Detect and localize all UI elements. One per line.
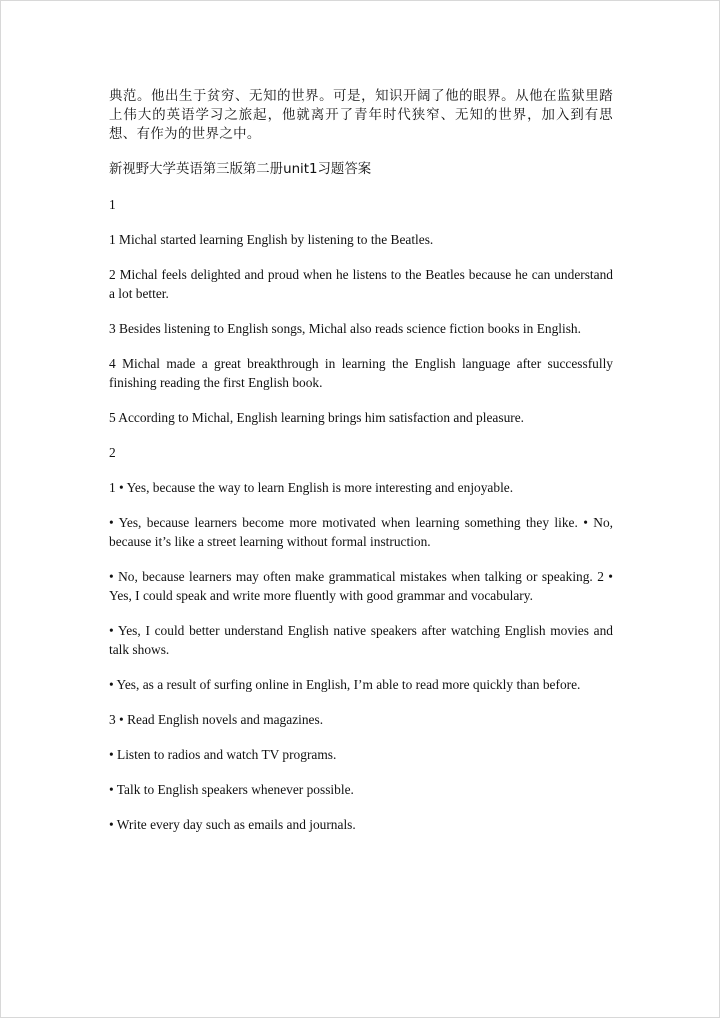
section-2-number: 2 — [109, 445, 116, 460]
section-2-item: • Yes, as a result of surfing online in English, I’m able to read more quickly than before. — [109, 677, 581, 692]
answer-key-heading: 新视野大学英语第三版第二册unit1习题答案 — [109, 162, 372, 177]
section-2-item: • Yes, I could better understand English native speakers after watching English movies and talk shows. — [109, 623, 613, 657]
section-2-item: • Listen to radios and watch TV programs. — [109, 747, 337, 762]
section-1-item: 5 According to Michal, English learning brings him satisfaction and pleasure. — [109, 410, 525, 425]
section-2-item: • Talk to English speakers whenever possible. — [109, 782, 354, 797]
section-2-item: • No, because learners may often make grammatical mistakes when talking or speaking. 2 • Yes, I could speak and write more fluently with good grammar and vocabulary. — [109, 569, 613, 603]
intro-paragraph: 典范。他出生于贫穷、无知的世界。可是，知识开阔了他的眼界。从他在监狱里踏上伟大的英语学习之旅起，他就离开了青年时代狭窄、无知的世界，加入到有思想、有作为的世界之中。 — [109, 89, 613, 142]
document-content — [109, 87, 613, 850]
section-1-item: 4 Michal made a great breakthrough in learning the English language after successfully finishing reading the first English book. — [109, 356, 613, 390]
section-1-number: 1 — [109, 197, 116, 212]
section-2-item: • Write every day such as emails and journals. — [109, 817, 356, 832]
section-2-item: 1 • Yes, because the way to learn English is more interesting and enjoyable. — [109, 480, 514, 495]
section-1-item: 3 Besides listening to English songs, Michal also reads science fiction books in English. — [109, 321, 581, 336]
section-1-item: 1 Michal started learning English by listening to the Beatles. — [109, 232, 434, 247]
section-1-item: 2 Michal feels delighted and proud when he listens to the Beatles because he can understand a lot better. — [109, 267, 613, 301]
section-2-item: • Yes, because learners become more motivated when learning something they like. • No, because it’s like a street learning without formal instruction. — [109, 515, 613, 549]
section-2-item: 3 • Read English novels and magazines. — [109, 712, 324, 727]
